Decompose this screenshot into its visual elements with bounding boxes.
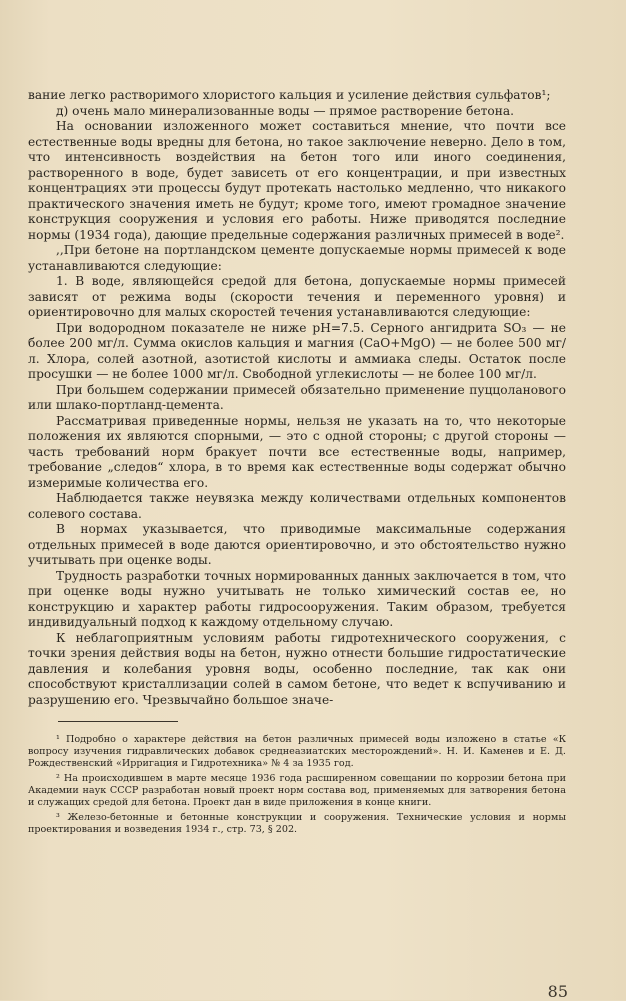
paragraph: Рассматривая приведенные нормы, нельзя не указать на то, что некоторые положения их являются спорными, — это с одной стороны; с другой стороны — часть требований норм бракует почти все естественные воды, например, требование „следов“ хлора, в то время как естественные воды содержат обычно измеримые количества его.: [28, 413, 566, 490]
footnote: ³ Железо-бетонные и бетонные конструкции и сооружения. Технические условия и нормы проектирования и возведения 1934 г., стр. 73, § 202.: [28, 812, 566, 835]
page-number: 85: [547, 982, 568, 1001]
paragraph: На основании изложенного может составиться мнение, что почти все естественные воды вредны для бетона, но такое заключение неверно. Дело в том, что интенсивность воздействия на бетон того или иного соединения, растворенного в воде, будет зависеть от его концентрации, и при известных концентрациях эти процессы будут протекать настолько медленно, что никакого практического значения иметь не будут; кроме того, имеют громадное значение конструкция сооружения и условия его работы. Ниже приводятся последние нормы (1934 года), дающие предельные содержания различных примесей в воде².: [28, 119, 566, 242]
main-text: [28, 88, 566, 708]
paragraph: Наблюдается также неувязка между количествами отдельных компонентов солевого состава.: [28, 491, 566, 521]
footnote: ¹ Подробно о характере действия на бетон различных примесей воды изложено в статье «К вопросу изучения гидравлических добавок среднеазиатских месторождений». Н. И. Каменев и Е. Д. Рождественский «Ирригация и Гидротехника» № 4 за 1935 год.: [28, 734, 566, 769]
footnote-divider: [58, 721, 178, 722]
paragraph: вание легко растворимого хлористого кальция и усиление действия сульфатов¹;: [28, 88, 551, 102]
paragraph: д) очень мало минерализованные воды — прямое растворение бетона.: [56, 103, 515, 118]
paragraph: ,,При бетоне на портландском цементе допускаемые нормы примесей к воде устанавливаются следующие:: [28, 243, 566, 273]
paragraph: При водородном показателе не ниже pH=7.5. Серного ангидрита SO₃ — не более 200 мг/л. Сумма окислов кальция и магния (CaO+MgO) — не более 500 мг/л. Хлора, солей азотной, азотистой кислоты и аммиака следы. Остаток после просушки — не более 1000 мг/л. Свободной углекислоты — не более 100 мг/л.: [28, 320, 566, 381]
paragraph: При большем содержании примесей обязательно применение пуццоланового или шлако-портланд-цемента.: [28, 382, 566, 412]
paragraph: Трудность разработки точных нормированных данных заключается в том, что при оценке воды нужно учитывать не только химический состав ее, но конструкцию и характер работы гидросооружения. Таким образом, требуется индивидуальный подход к каждому отдельному случаю.: [28, 568, 566, 629]
footnotes: [28, 734, 566, 836]
paragraph: 1. В воде, являющейся средой для бетона, допускаемые нормы примесей зависят от режима воды (скорости течения и переменного уровня) и ориентировочно для малых скоростей течения устанавливаются следующие:: [28, 274, 566, 319]
paragraph: В нормах указывается, что приводимые максимальные содержания отдельных примесей в воде даются ориентировочно, и это обстоятельство нужно учитывать при оценке воды.: [28, 522, 566, 567]
footnote: ² На происходившем в марте месяце 1936 года расширенном совещании по коррозии бетона при Академии наук СССР разработан новый проект норм состава вод, применяемых для затворения бетона и служащих средой для бетона. Проект дан в виде приложения в конце книги.: [28, 773, 566, 808]
paragraph: К неблагоприятным условиям работы гидротехнического сооружения, с точки зрения действия воды на бетон, нужно отнести большие гидростатические давления и колебания уровня воды, особенно последние, так как они способствуют кристаллизации солей в самом бетоне, что ведет к вспучиванию и разрушению его. Чрезвычайно большое значе-: [28, 630, 566, 707]
